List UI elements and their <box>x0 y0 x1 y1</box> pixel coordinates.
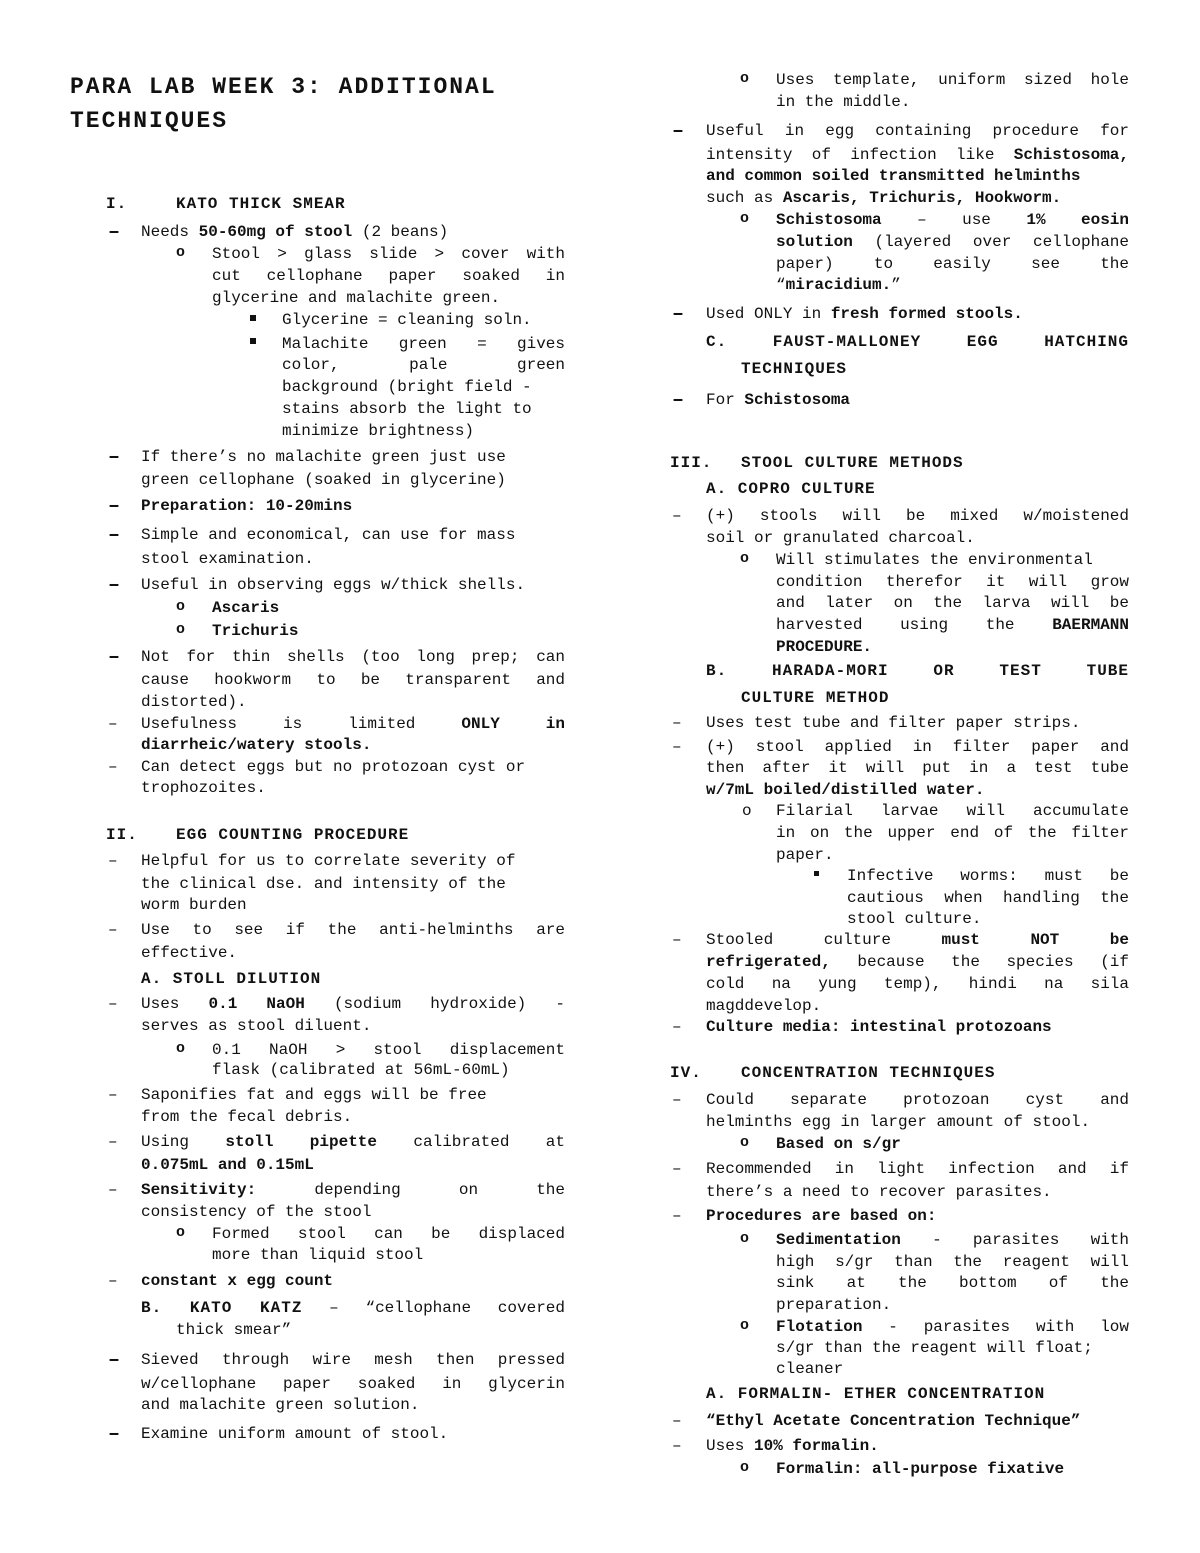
text-line: cleaner <box>776 1360 844 1378</box>
section-1-heading: KATO THICK SMEAR <box>176 195 346 213</box>
text-line: preparation. <box>776 1296 892 1314</box>
section-3-number: III. <box>670 454 713 472</box>
text-line: For Schistosoma <box>706 391 851 409</box>
text-line: Recommended in light infection and if <box>706 1160 1129 1178</box>
text-line: Schistosoma – use 1% eosin <box>776 211 1129 229</box>
dash-bullet: – <box>108 852 118 870</box>
text-line: Preparation: 10-20mins <box>141 497 353 515</box>
text-line: consistency of the stool <box>141 1203 372 1221</box>
text-line: Uses 10% formalin. <box>706 1437 879 1455</box>
text-line: cold na yung temp), hindi na sila <box>706 975 1129 993</box>
text-line: Filarial larvae will accumulate <box>776 802 1129 820</box>
dash-bullet: – <box>672 303 685 326</box>
text-line: “miracidium.” <box>776 276 901 294</box>
text-line: PROCEDURE. <box>776 638 873 656</box>
text-line: flask (calibrated at 56mL-60mL) <box>212 1061 510 1079</box>
text-line: thick smear” <box>176 1321 292 1339</box>
dash-bullet: – <box>108 1423 121 1446</box>
text-line: background (bright field - <box>282 378 532 396</box>
text-line: Will stimulates the environmental <box>776 551 1093 569</box>
text-line: trophozoites. <box>141 779 266 797</box>
text-line: helminths egg in larger amount of stool. <box>706 1113 1091 1131</box>
text-line: from the fecal debris. <box>141 1108 353 1126</box>
subheading: B. HARADA-MORI OR TEST TUBE <box>706 662 1129 680</box>
text-line: soil or granulated charcoal. <box>706 529 975 547</box>
text-line: Based on s/gr <box>776 1135 901 1153</box>
text-line: Useful in observing eggs w/thick shells. <box>141 576 526 594</box>
text-line: Infective worms: must be <box>847 867 1129 885</box>
text-line: effective. <box>141 944 238 962</box>
text-line: constant x egg count <box>141 1272 334 1290</box>
text-line: paper. <box>776 846 834 864</box>
section-2-heading: EGG COUNTING PROCEDURE <box>176 826 410 844</box>
text-line: (+) stools will be mixed w/moistened <box>706 507 1129 525</box>
text-line: color, pale green <box>282 356 565 374</box>
text-line: sink at the bottom of the <box>776 1274 1129 1292</box>
o-bullet: o <box>176 244 186 261</box>
o-bullet: o <box>740 1230 750 1247</box>
text-line: stool examination. <box>141 550 314 568</box>
text-line: Simple and economical, can use for mass <box>141 526 516 544</box>
dash-bullet: – <box>672 507 682 525</box>
section-2-number: II. <box>106 826 138 844</box>
text-line: high s/gr than the reagent will <box>776 1253 1129 1271</box>
text-line: Uses test tube and filter paper strips. <box>706 714 1081 732</box>
o-bullet: o <box>740 210 750 227</box>
text-line: refrigerated, because the species (if <box>706 953 1129 971</box>
text-line: Culture media: intestinal protozoans <box>706 1018 1052 1036</box>
text-line: s/gr than the reagent will float; <box>776 1339 1093 1357</box>
text-line: Trichuris <box>212 622 299 640</box>
dash-bullet: – <box>108 1272 118 1290</box>
title-line-1: PARA LAB WEEK 3: ADDITIONAL <box>70 74 497 100</box>
dash-bullet: – <box>672 738 682 756</box>
text-line: minimize brightness) <box>282 422 475 440</box>
text-line: Formalin: all-purpose fixative <box>776 1460 1065 1478</box>
text-line: Helpful for us to correlate severity of <box>141 852 516 870</box>
title-line-2: TECHNIQUES <box>70 108 229 134</box>
text-line: serves as stool diluent. <box>141 1017 372 1035</box>
text-line: and malachite green solution. <box>141 1396 420 1414</box>
dash-bullet: – <box>108 1086 118 1104</box>
subheading: A. FORMALIN- ETHER CONCENTRATION <box>706 1385 1046 1403</box>
text-line: Examine uniform amount of stool. <box>141 1425 449 1443</box>
text-line: Sieved through wire mesh then pressed <box>141 1351 565 1369</box>
o-bullet: o <box>742 802 752 820</box>
text-line: harvested using the BAERMANN <box>776 616 1129 634</box>
text-line: paper) to easily see the <box>776 255 1129 273</box>
text-line: green cellophane (soaked in glycerine) <box>141 471 506 489</box>
text-line: condition therefor it will grow <box>776 573 1129 591</box>
subheading: C. FAUST-MALLONEY EGG HATCHING <box>706 333 1129 351</box>
text-line: Useful in egg containing procedure for <box>706 122 1129 140</box>
text-line: (+) stool applied in filter paper and <box>706 738 1129 756</box>
text-line: w/7mL boiled/distilled water. <box>706 781 985 799</box>
o-bullet: o <box>176 621 186 638</box>
subheading: B. KATO KATZ – “cellophane covered <box>141 1299 565 1317</box>
text-line: Sensitivity: depending on the <box>141 1181 565 1199</box>
text-line: Used ONLY in fresh formed stools. <box>706 305 1023 323</box>
dash-bullet: – <box>672 1437 682 1455</box>
dash-bullet: – <box>672 931 682 949</box>
dash-bullet: – <box>108 446 121 469</box>
o-bullet: o <box>176 598 186 615</box>
dash-bullet: – <box>108 574 121 597</box>
subheading: A. STOLL DILUTION <box>141 970 322 988</box>
text-line: Malachite green = gives <box>282 335 565 353</box>
text-line: stains absorb the light to <box>282 400 532 418</box>
text-line: 0.075mL and 0.15mL <box>141 1156 314 1174</box>
text-line: distorted). <box>141 693 247 711</box>
text-line: Can detect eggs but no protozoan cyst or <box>141 758 526 776</box>
text-line: If there’s no malachite green just use <box>141 448 506 466</box>
o-bullet: o <box>740 1317 750 1334</box>
text-line: Usefulness is limited ONLY in <box>141 715 566 733</box>
text-line: Stool > glass slide > cover with <box>212 245 565 263</box>
dash-bullet: – <box>108 1133 118 1151</box>
section-4-heading: CONCENTRATION TECHNIQUES <box>741 1064 996 1082</box>
o-bullet: o <box>740 70 750 87</box>
text-line: Uses template, uniform sized hole <box>776 71 1129 89</box>
dash-bullet: – <box>672 714 682 732</box>
text-line: stool culture. <box>847 910 982 928</box>
text-line: more than liquid stool <box>212 1246 424 1264</box>
section-3-heading: STOOL CULTURE METHODS <box>741 454 964 472</box>
dash-bullet: – <box>108 1181 118 1199</box>
text-line: diarrheic/watery stools. <box>141 736 372 754</box>
dash-bullet: – <box>672 120 685 143</box>
text-line: Stooled culture must NOT be <box>706 931 1129 949</box>
text-line: Use to see if the anti-helminths are <box>141 921 565 939</box>
text-line: solution (layered over cellophane <box>776 233 1129 251</box>
text-line: worm burden <box>141 896 247 914</box>
dash-bullet: – <box>108 646 121 669</box>
text-line: Formed stool can be displaced <box>212 1225 565 1243</box>
text-line: Needs 50-60mg of stool (2 beans) <box>141 223 449 241</box>
o-bullet: o <box>740 1134 750 1151</box>
text-line: cause hookworm to be transparent and <box>141 671 565 689</box>
text-line: intensity of infection like Schistosoma, <box>706 146 1129 164</box>
text-line: Ascaris <box>212 599 280 617</box>
text-line: w/cellophane paper soaked in glycerin <box>141 1375 565 1393</box>
text-line: Procedures are based on: <box>706 1207 937 1225</box>
text-line: Glycerine = cleaning soln. <box>282 311 532 329</box>
o-bullet: o <box>740 1459 750 1476</box>
page-title <box>70 70 497 138</box>
dash-bullet: – <box>108 758 118 776</box>
text-line: then after it will put in a test tube <box>706 759 1129 777</box>
text-line: there’s a need to recover parasites. <box>706 1183 1052 1201</box>
square-bullet <box>814 871 819 876</box>
square-bullet <box>250 338 256 344</box>
text-line: Using stoll pipette calibrated at <box>141 1133 566 1151</box>
o-bullet: o <box>176 1040 186 1057</box>
dash-bullet: – <box>108 495 121 518</box>
o-bullet: o <box>176 1224 186 1241</box>
text-line: Sedimentation - parasites with <box>776 1231 1129 1249</box>
text-line: Saponifies fat and eggs will be free <box>141 1086 487 1104</box>
dash-bullet: – <box>108 921 118 939</box>
text-line: and common soiled transmitted helminths <box>706 167 1081 185</box>
text-line: in on the upper end of the filter <box>776 824 1129 842</box>
text-line: 0.1 NaOH > stool displacement <box>212 1041 565 1059</box>
text-line: cut cellophane paper soaked in <box>212 267 565 285</box>
text-line: “Ethyl Acetate Concentration Technique” <box>706 1412 1081 1430</box>
dash-bullet: – <box>108 995 118 1013</box>
text-line: the clinical dse. and intensity of the <box>141 875 506 893</box>
subheading: A. COPRO CULTURE <box>706 480 876 498</box>
section-4-number: IV. <box>670 1064 702 1082</box>
dash-bullet: – <box>672 1091 682 1109</box>
text-line: Flotation - parasites with low <box>776 1318 1129 1336</box>
o-bullet: o <box>740 550 750 567</box>
text-line: Could separate protozoan cyst and <box>706 1091 1129 1109</box>
square-bullet <box>250 315 256 321</box>
dash-bullet: – <box>108 1349 121 1372</box>
dash-bullet: – <box>108 221 121 244</box>
text-line: glycerine and malachite green. <box>212 289 501 307</box>
text-line: and later on the larva will be <box>776 594 1129 612</box>
text-line: Uses 0.1 NaOH (sodium hydroxide) - <box>141 995 565 1013</box>
text-line: magddevelop. <box>706 997 822 1015</box>
text-line: such as Ascaris, Trichuris, Hookworm. <box>706 189 1062 207</box>
dash-bullet: – <box>672 389 685 412</box>
dash-bullet: – <box>108 524 121 547</box>
subheading: CULTURE METHOD <box>741 689 890 707</box>
section-1-number: I. <box>106 195 128 213</box>
subheading: TECHNIQUES <box>741 360 848 378</box>
text-line: in the middle. <box>776 93 911 111</box>
dash-bullet: – <box>672 1207 682 1225</box>
dash-bullet: – <box>672 1018 682 1036</box>
dash-bullet: – <box>672 1412 682 1430</box>
dash-bullet: – <box>672 1160 682 1178</box>
text-line: cautious when handling the <box>847 889 1129 907</box>
dash-bullet: – <box>108 715 118 733</box>
text-line: Not for thin shells (too long prep; can <box>141 648 565 666</box>
